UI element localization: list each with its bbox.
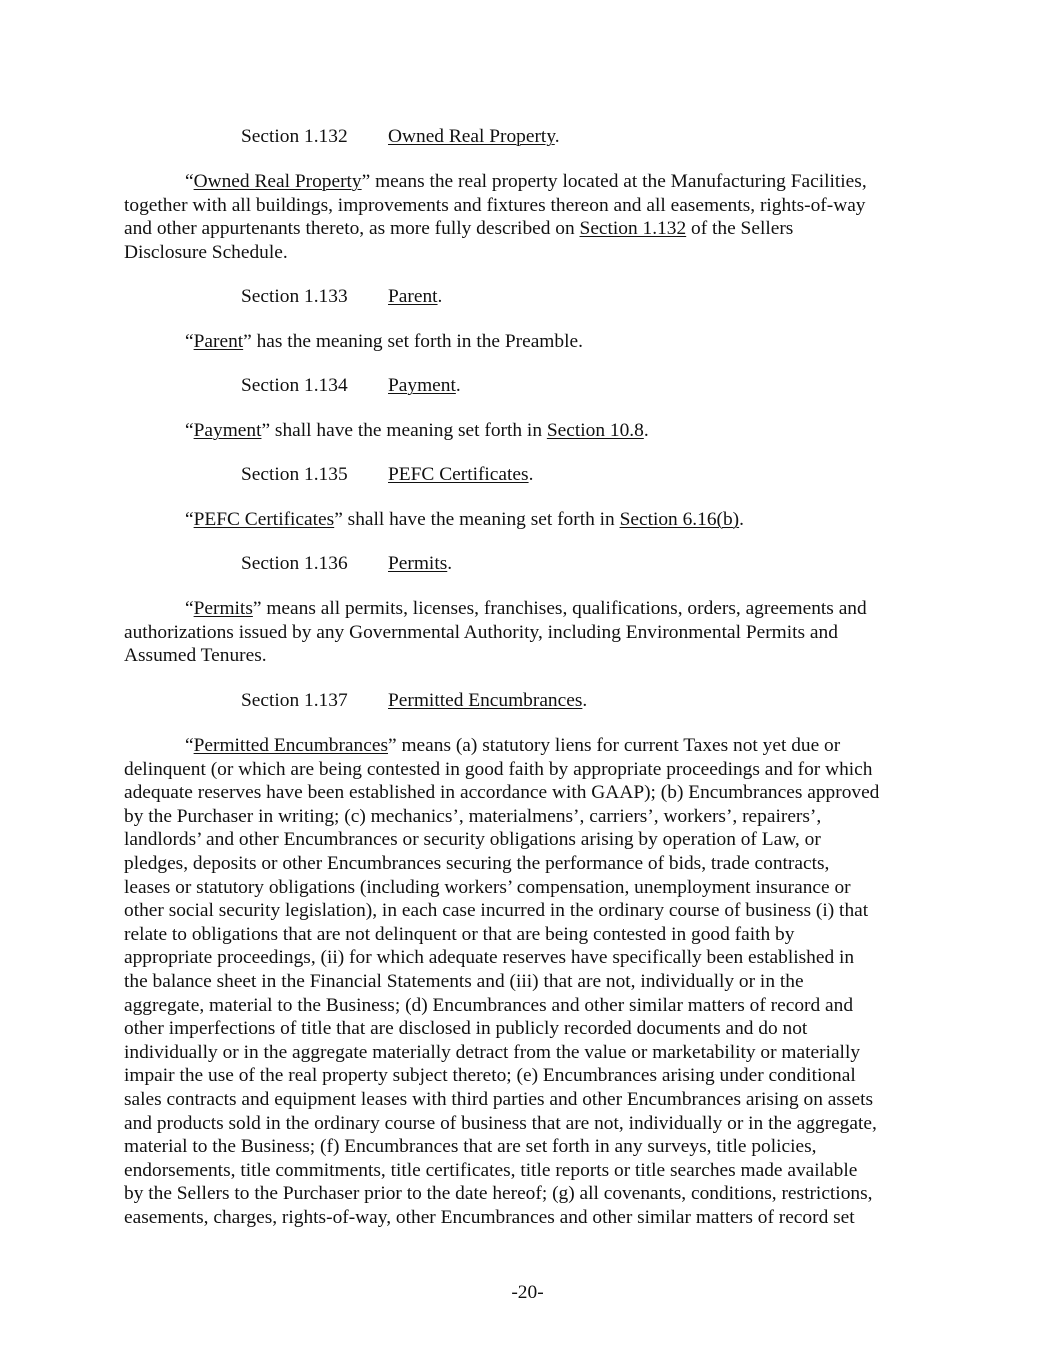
section-title: Permitted Encumbrances <box>388 690 583 711</box>
section-title: Owned Real Property <box>388 126 555 147</box>
section-number: Section 1.137 <box>241 690 348 711</box>
section-number: Section 1.133 <box>241 286 348 307</box>
definition-paragraph: “Owned Real Property” means the real property located at the Manufacturing Facilities, together with all buildings, improvements and fixtures thereon and all easements, rights-of-way and other appurtenants thereto, as more fully described on Section 1.132 of the Sellers Disclosure Schedule. <box>124 171 867 263</box>
section-heading: Section 1.136 Permits. <box>241 553 453 574</box>
section-number: Section 1.135 <box>241 464 348 485</box>
definition-paragraph: “Permits” means all permits, licenses, franchises, qualifications, orders, agreements and authorizations issued by any Governmental Authority, including Environmental Permits and Assumed Tenures. <box>124 598 867 667</box>
defined-term: Permitted Encumbrances <box>193 735 388 756</box>
definition-paragraph: “Parent” has the meaning set forth in the Preamble. <box>185 331 583 352</box>
section-number: Section 1.134 <box>241 375 348 396</box>
cross-reference-link: Section 10.8 <box>546 420 644 441</box>
cross-reference-link: Section 1.132 <box>579 218 687 240</box>
section-title: PEFC Certificates <box>388 464 529 485</box>
section-title: Parent <box>388 286 438 307</box>
defined-term: PEFC Certificates <box>193 509 335 530</box>
section-number: Section 1.136 <box>241 553 348 574</box>
defined-term: Parent <box>193 331 244 352</box>
page-number: -20- <box>511 1282 544 1303</box>
definition-paragraph: “PEFC Certificates” shall have the meaning set forth in Section 6.16(b). <box>185 509 744 530</box>
section-heading: Section 1.134 Payment. <box>241 375 461 396</box>
cross-reference-link: Section 6.16(b) <box>619 509 740 530</box>
definition-paragraph: “Permitted Encumbrances” means (a) statutory liens for current Taxes not yet due or delinquent (or which are being contested in good faith by appropriate proceedings and for which adequate reserves have been established in accordance with GAAP); (b) Encumbrances approved by the Purchaser in writing; (c) mechanics’, materialmens’, carriers’, workers’, repairers’, landlords’ and other Encumbrances or security obligations arising by operation of Law, or pledges, deposits or other Encumbrances securing the performance of bids, trade contracts, leases or statutory obligations (including workers’ compensation, unemployment insurance or other social security legislation), in each case incurred in the ordinary course of business (i) that relate to obligations that are not delinquent or that are being contested in good faith by appropriate proceedings, (ii) for which adequate reserves have specifically been established in the balance sheet in the Financial Statements and (iii) that are not, individually or in the aggregate, material to the Business; (d) Encumbrances and other similar matters of record and other imperfections of title that are disclosed in publicly recorded documents and do not individually or in the aggregate materially detract from the value or marketability or materially impair the use of the real property subject thereto; (e) Encumbrances arising under conditional sales contracts and equipment leases with third parties and other Encumbrances arising on assets and products sold in the ordinary course of business that are not, individually or in the aggregate, material to the Business; (f) Encumbrances that are set forth in any surveys, title policies, endorsements, title commitments, title certificates, title reports or title searches made available by the Sellers to the Purchaser prior to the date hereof; (g) all covenants, conditions, restrictions, easements, charges, rights-of-way, other Encumbrances and other similar matters of record set <box>124 735 880 1228</box>
section-title: Payment <box>388 375 456 396</box>
section-heading: Section 1.137 Permitted Encumbrances. <box>241 690 588 711</box>
section-title: Permits <box>388 553 448 574</box>
defined-term: Permits <box>193 598 253 619</box>
section-heading: Section 1.132 Owned Real Property. <box>241 126 560 147</box>
defined-term: Payment <box>193 420 262 441</box>
defined-term: Owned Real Property <box>193 171 362 192</box>
section-heading: Section 1.133 Parent. <box>241 286 443 307</box>
section-heading: Section 1.135 PEFC Certificates. <box>241 464 534 485</box>
section-number: Section 1.132 <box>241 126 348 147</box>
definition-paragraph: “Payment” shall have the meaning set forth in Section 10.8. <box>185 420 649 441</box>
